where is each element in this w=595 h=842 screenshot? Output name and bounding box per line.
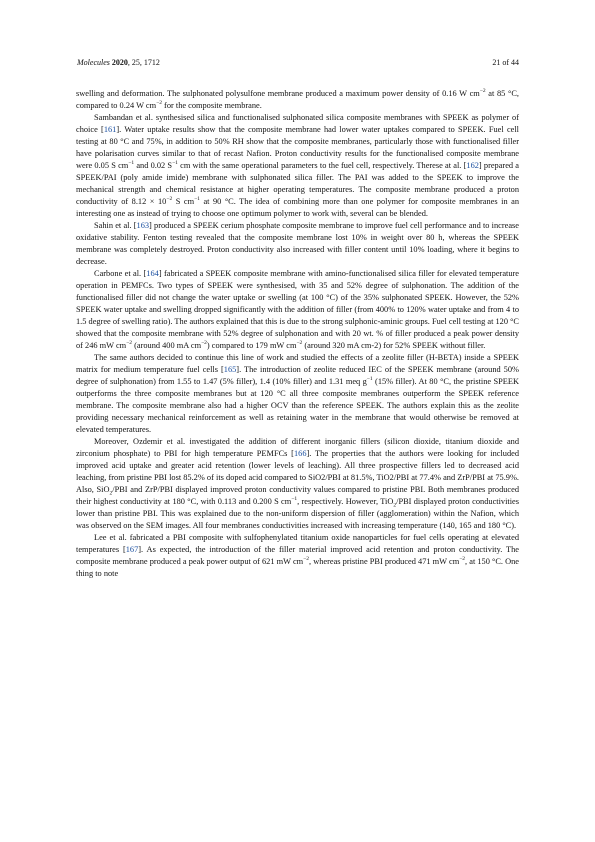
- text-run: /PBI and ZrP/PBI displayed improved proton conductivity values compared to pristine PBI. Both membranes produced their highest conductivity at 180 °C, with 0.113 and 0.200 S cm: [76, 485, 520, 506]
- text-run: Lee et al. fabricated a PBI composite with sulfophenylated titanium oxide nanoparticles for fuel cells operating at elevated temperatures [: [76, 533, 519, 554]
- citation-link[interactable]: 167: [125, 545, 139, 554]
- subscript: 2: [109, 490, 113, 497]
- paragraph: [76, 532, 519, 580]
- text-run: (15% filler). At 80 °C, the pristine SPEEK outperforms the three composite membranes but at 120 °C all three composite membranes outperform the SPEEK reference membrane. The composite membrane also had a higher OCV than the reference SPEEK. The authors explain this as the zeolite providing necessary mechanical reinforcement as well as retaining water in the membrane that would otherwise be removed at elevated temperatures.: [76, 377, 519, 434]
- superscript: −2: [296, 340, 303, 347]
- text-run: Moreover, Ozdemir et al. investigated the addition of different inorganic fillers (silicon dioxide, titanium dioxide and zirconium phosphate) to PBI for high temperature PEMFCs [: [76, 437, 519, 458]
- text-run: ]. Water uptake results show that the composite membrane had lower water uptakes compared to SPEEK. Fuel cell testing at 80 °C and 75%, in addition to 50% RH show that the composite membranes, particularly those with functionalised filler have polarisation curves similar to that of recast Nafion. Proton conductivity results for the functionalised composite membrane were 0.05 S cm: [76, 125, 520, 170]
- journal-year: 2020: [111, 58, 128, 67]
- page-number: 21 of 44: [492, 58, 519, 67]
- paragraph: [76, 220, 519, 268]
- text-run: ]. The introduction of zeolite reduced IEC of the SPEEK membrane (around 50% degree of sulphonation) from 1.55 to 1.47 (5% filler), 1.4 (10% filler) and 1.31 meq g: [76, 365, 519, 386]
- text-run: , respectively. However, TiO: [297, 497, 394, 506]
- superscript: −1: [366, 376, 373, 383]
- journal-citation: [77, 58, 160, 67]
- citation-link[interactable]: 166: [293, 449, 307, 458]
- superscript: −2: [479, 88, 486, 95]
- citation-link[interactable]: 163: [136, 221, 150, 230]
- citation-link[interactable]: 164: [146, 269, 159, 278]
- text-run: (around 400 mA cm: [132, 341, 202, 350]
- superscript: −2: [459, 556, 466, 563]
- text-run: at 85 °C, compared to 0.24 W cm: [76, 89, 519, 110]
- paragraph: [76, 88, 519, 112]
- text-run: ]. The properties that the authors were looking for included improved acid uptake and greater acid retention (lower levels of leaching). All three prospective fillers led to decreased acid leaching, from pristine PBI lost 85.2% of its doped acid compared to SiO2/PBI at 81.5%, TiO2/PBI at 77.4% and ZrP/PBI at 75.9%. Also, SiO: [76, 449, 520, 494]
- superscript: −2: [201, 340, 207, 347]
- text-run: ] produced a SPEEK cerium phosphate composite membrane to improve fuel cell performance and to increase oxidative stability. Fenton testing revealed that the composite membrane lost 10% in weight over 80 h, whereas the SPEEK membrane was completely destroyed. Proton conductivity also increased with filler content until 10% loading, where it begins to decrease.: [76, 221, 519, 266]
- paragraph: [76, 436, 519, 532]
- superscript: −2: [126, 340, 132, 347]
- text-run: /PBI displayed proton conductivities lower than pristine PBI. This was explained due to the non-uniform dispersion of filler (agglomeration) within the Nafion, which was observed on the SEM images. All four membranes conductivities increased with increasing temperature (140, 165 and 180 °C).: [76, 497, 519, 530]
- superscript: −1: [172, 160, 178, 167]
- text-run: at 90 °C. The idea of combining more than one polymer for composite membranes in an interesting one as instead of trying to choose one optimum polymer to work with, several can be blended.: [76, 197, 520, 218]
- text-run: ]. As expected, the introduction of the filler material improved acid retention and proton conductivity. The composite membrane produced a peak power output of 621 mW cm: [76, 545, 519, 566]
- superscript: −1: [291, 496, 298, 503]
- text-run: ) compared to 179 mW cm: [206, 341, 297, 350]
- running-header: [77, 58, 519, 67]
- text-run: swelling and deformation. The sulphonated polysulfone membrane produced a maximum power density of 0.16 W cm: [76, 89, 480, 98]
- superscript: −2: [166, 196, 173, 203]
- text-run: , whereas pristine PBI produced 471 mW cm: [309, 557, 460, 566]
- superscript: −1: [194, 196, 200, 203]
- superscript: −1: [128, 160, 135, 167]
- citation-link[interactable]: 161: [103, 125, 117, 134]
- text-run: The same authors decided to continue this line of work and studied the effects of a zeolite filler (H-BETA) inside a SPEEK matrix for medium temperature fuel cells [: [76, 353, 519, 374]
- citation-link[interactable]: 165: [223, 365, 237, 374]
- text-run: Sahin et al. [: [94, 221, 137, 230]
- text-run: Sambandan et al. synthesised silica and functionalised sulphonated silica composite membranes with SPEEK as polymer of choice [: [76, 113, 519, 134]
- text-run: for the composite membrane.: [161, 101, 262, 110]
- text-run: cm with the same operational parameters to the fuel cell, respectively. Therese at al. [: [177, 161, 467, 170]
- citation-link[interactable]: 162: [466, 161, 479, 170]
- paragraph: [76, 352, 519, 436]
- subscript: 2: [393, 502, 397, 509]
- paragraph: [76, 268, 519, 352]
- text-run: Carbone et al. [: [94, 269, 147, 278]
- text-run: S cm: [172, 197, 195, 206]
- text-run: ] fabricated a SPEEK composite membrane with amino-functionalised silica filler for elevated temperature operation in PEMFCs. Two types of SPEEK were synthesised, with 35 and 52% degree of sulphonation. The addition of the functionalised filler did not change the water uptake or swelling (at 100 °C) of the 35% sulphonated SPEEK. However, the 52% SPEEK water uptake and swelling dropped significantly with the addition of filler (from 400% to 120% water uptake and from 4 to 1.5 degree of swelling ratio). The authors explained that this is due to the strong sulphonic-aminic groups. Fuel cell testing at 120 °C showed that the composite membrane with 52% degree of sulphonation and with 20 wt. % of filler produced a peak power density of 246 mW cm: [76, 269, 520, 350]
- text-run: and 0.02 S: [134, 161, 173, 170]
- superscript: −2: [156, 100, 162, 107]
- text-run: (around 320 mA cm-2) for 52% SPEEK without filler.: [302, 341, 486, 350]
- text-run: , at 150 °C. One thing to note: [76, 557, 519, 578]
- journal-name: Molecules: [77, 58, 110, 67]
- body-text: [76, 88, 519, 580]
- paragraph: [76, 112, 519, 220]
- journal-volume-pages: , 25, 1712: [127, 58, 160, 67]
- superscript: −2: [303, 556, 310, 563]
- text-run: ] prepared a SPEEK/PAI (poly amide imide) membrane with sulphonated silica filler. The PAI was added to the SPEEK to improve the mechanical strength and chemical resistance at higher operating temperatures. The composite membrane produced a proton conductivity of 8.12 × 10: [76, 161, 519, 206]
